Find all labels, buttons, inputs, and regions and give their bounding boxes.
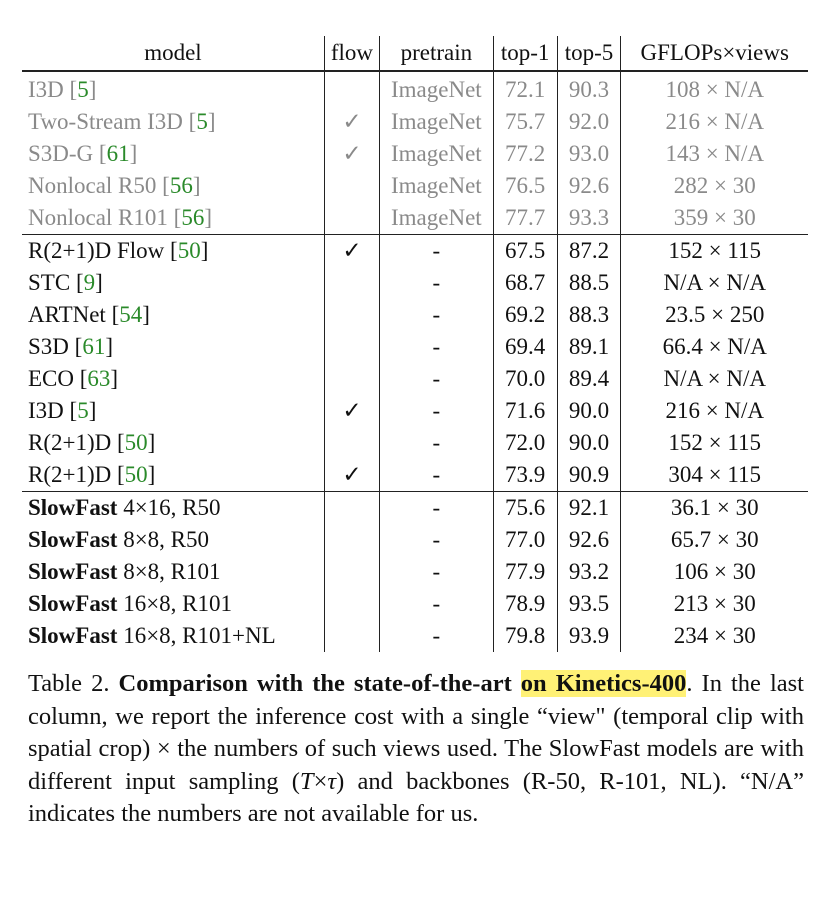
cell-gflops: 304 × 115 [668,462,762,487]
cell-top5: 89.4 [557,363,621,395]
model-name-bold: SlowFast [28,623,118,648]
cell-flow [324,588,379,620]
cell-top1: 77.2 [493,138,557,170]
cell-model: Nonlocal R50 [56] [22,170,324,202]
cell-gflops: 216 × N/A [665,109,765,134]
model-name: I3D [28,398,64,423]
cell-model [22,556,324,588]
cell-gflops: 65.7 × 30 [670,527,759,552]
cell-flow [324,620,379,652]
model-config: 8×8, R101 [117,559,221,584]
cell-pretrain: - [380,459,494,492]
cell-top5: 93.5 [557,588,621,620]
citation-link[interactable]: 63 [87,366,111,391]
cell-top5: 92.6 [557,524,621,556]
cell-gflops: N/A × N/A [663,366,766,391]
table-row [22,267,808,299]
cell-model: I3D [5] [22,71,324,106]
table-body [22,71,808,652]
cell-top5: 90.9 [557,459,621,492]
table-row [22,299,808,331]
cell-pretrain: - [380,556,494,588]
table-row [22,427,808,459]
cell-gflops: 108 × N/A [665,77,765,102]
cell-flow: ✓ [324,235,379,268]
cell-flow [324,202,379,235]
cell-pretrain: - [380,235,494,268]
table-row [22,492,808,525]
cell-pretrain: - [380,395,494,427]
model-name: Two-Stream I3D [28,109,183,134]
cell-flow [324,331,379,363]
cell-top1: 75.7 [493,106,557,138]
citation-link[interactable]: 61 [106,141,130,166]
model-name: I3D [28,77,64,102]
cell-top5: 93.9 [557,620,621,652]
cell-top5: 93.0 [557,138,621,170]
caption-symbol-times: × [313,767,328,795]
col-header-gflops: GFLOPs×views [640,40,789,65]
cell-pretrain: - [380,427,494,459]
cell-top1: 77.0 [493,524,557,556]
table-row [22,170,808,202]
table-row [22,363,808,395]
cell-gflops: 216 × N/A [665,398,765,423]
table-row [22,524,808,556]
cell-top5: 93.2 [557,556,621,588]
cell-gflops: 152 × 115 [668,430,762,455]
cell-flow [324,492,379,525]
cell-gflops: 359 × 30 [673,205,756,230]
citation-link[interactable]: 61 [82,334,106,359]
cell-top1: 75.6 [493,492,557,525]
model-config: 16×8, R101 [117,591,233,616]
cell-model: STC [9] [22,267,324,299]
cell-top1: 72.0 [493,427,557,459]
cell-gflops: 152 × 115 [621,235,808,268]
cell-gflops: 66.4 × N/A [662,334,767,359]
cell-pretrain: - [380,299,494,331]
cell-top5: 88.3 [557,299,621,331]
cell-top1: 72.1 [493,71,557,106]
table-row [22,331,808,363]
cell-gflops: 106 × 30 [673,559,756,584]
cell-flow [324,363,379,395]
model-name: ARTNet [28,302,106,327]
cell-model: R(2+1)D [50] [22,427,324,459]
table-row [22,106,808,138]
cell-gflops: N/A × N/A [663,270,766,295]
caption-label: Table 2. [28,670,110,697]
cell-pretrain: - [380,492,494,525]
table-caption: Table 2. Comparison with the state-of-the-art on Kinetics-400. In the last column, we report the inference cost with a single “view" (temporal clip with spatial crop) × the numbers of such views used. The SlowFast models are with different input sampling (T×τ) and backbones (R-50, R-101, NL). “N/A” indicates the numbers are not available for us. [28,670,804,827]
model-name-bold: SlowFast [28,559,118,584]
cell-model: R(2+1)D [50] [22,459,324,492]
citation-link[interactable]: 56 [169,173,193,198]
model-name: Nonlocal R101 [28,205,168,230]
caption-highlight: on Kinetics-400 [520,670,687,697]
cell-gflops: 234 × 30 [673,623,756,648]
model-config: 4×16, R50 [117,495,221,520]
cell-pretrain: - [380,524,494,556]
cell-pretrain: - [380,588,494,620]
cell-pretrain: - [380,331,494,363]
table-row [22,395,808,427]
cell-gflops: 282 × 30 [673,173,756,198]
model-name: R(2+1)D Flow [28,238,165,263]
cell-model: ECO [63] [22,363,324,395]
cell-top1: 78.9 [493,588,557,620]
model-config: 8×8, R50 [117,527,210,552]
cell-top1: 70.0 [493,363,557,395]
citation-link[interactable]: 5 [77,398,89,423]
model-name: S3D [28,334,69,359]
cell-flow: ✓ [324,106,379,138]
cell-top5: 88.5 [557,267,621,299]
col-header-top1: top-1 [493,36,557,71]
model-name: R(2+1)D [28,430,112,455]
results-table [22,36,808,652]
cell-gflops: 143 × N/A [665,141,765,166]
cell-top5: 92.0 [557,106,621,138]
caption-body-2: ) and backbones (R-50, R-101, NL). “N/A” indicates the numbers are not available for us. [28,767,804,827]
cell-pretrain: ImageNet [380,202,494,235]
table-row [22,235,808,268]
citation-link[interactable]: 54 [119,302,143,327]
cell-top1: 73.9 [493,459,557,492]
caption-symbol-t: T [299,767,314,795]
cell-flow [324,427,379,459]
cell-flow [324,170,379,202]
table-row [22,459,808,492]
cell-flow: ✓ [324,138,379,170]
col-header-top5: top-5 [557,36,621,71]
model-name: ECO [28,366,74,391]
table-row [22,556,808,588]
cell-model [22,492,324,525]
cell-pretrain: ImageNet [380,71,494,106]
cell-top1: 69.2 [493,299,557,331]
model-name: R(2+1)D [28,462,112,487]
cell-top5: 87.2 [557,235,621,268]
cell-top1: 68.7 [493,267,557,299]
model-name-bold: SlowFast [28,591,118,616]
model-name: Nonlocal R50 [28,173,157,198]
citation-link[interactable]: 9 [83,270,96,295]
cell-top1: 79.8 [493,620,557,652]
cell-top5: 90.3 [557,71,621,106]
citation-link[interactable]: 5 [196,109,208,134]
cell-top1: 69.4 [493,331,557,363]
cell-pretrain: - [380,363,494,395]
caption-body-1: In the last column, we report the inference cost with a single “view" (temporal clip with spatial crop) × the numbers of such views used. The SlowFast models are with different input sampling ( [28,670,804,795]
table-row [22,620,808,652]
cell-pretrain: - [380,620,494,652]
cell-flow [324,71,379,106]
cell-top1: 71.6 [493,395,557,427]
table-row [22,71,808,106]
cell-model: Two-Stream I3D [5] [22,106,324,138]
cell-flow [324,299,379,331]
cell-model: S3D [61] [22,331,324,363]
table-row [22,588,808,620]
cell-model: S3D-G [61] [22,138,324,170]
col-header-flow: flow [324,36,379,71]
caption-symbol-tau: τ [327,767,337,795]
cell-flow: ✓ [324,395,379,427]
model-name: STC [28,270,71,295]
cell-top1: 77.7 [493,202,557,235]
cell-flow: ✓ [324,459,379,492]
cell-model: Nonlocal R101 [56] [22,202,324,235]
cell-model: I3D [5] [22,395,324,427]
model-name: S3D-G [28,141,94,166]
cell-model [22,524,324,556]
cell-model [22,620,324,652]
citation-link[interactable]: 50 [124,430,148,455]
cell-pretrain: - [380,267,494,299]
model-name-bold: SlowFast [28,495,118,520]
cell-pretrain: ImageNet [380,170,494,202]
caption-title: Comparison with the state-of-the-art [118,670,512,697]
cell-model: R(2+1)D Flow [50] [22,235,324,268]
cell-gflops: 213 × 30 [673,591,756,616]
cell-gflops: 23.5 × 250 [665,302,765,327]
cell-pretrain: ImageNet [380,106,494,138]
header-row [22,36,808,71]
cell-flow [324,267,379,299]
cell-top5: 90.0 [557,395,621,427]
cell-top1: 77.9 [493,556,557,588]
cell-top5: 89.1 [557,331,621,363]
cell-top5: 92.6 [557,170,621,202]
cell-flow [324,556,379,588]
model-name-bold: SlowFast [28,527,118,552]
citation-link[interactable]: 50 [124,462,148,487]
col-header-model: model [22,36,324,71]
table-row [22,138,808,170]
cell-model [22,588,324,620]
cell-flow [324,524,379,556]
citation-link[interactable]: 50 [177,238,201,263]
cell-pretrain: ImageNet [380,138,494,170]
citation-link[interactable]: 56 [181,205,205,230]
table-row [22,202,808,235]
model-config: 16×8, R101+NL [117,623,276,648]
cell-gflops: 36.1 × 30 [621,492,808,525]
citation-link[interactable]: 5 [77,77,89,102]
cell-model: ARTNet [54] [22,299,324,331]
cell-top5: 93.3 [557,202,621,235]
cell-top1: 67.5 [493,235,557,268]
cell-top1: 76.5 [493,170,557,202]
cell-top5: 92.1 [557,492,621,525]
col-header-pretrain: pretrain [380,36,494,71]
cell-top5: 90.0 [557,427,621,459]
